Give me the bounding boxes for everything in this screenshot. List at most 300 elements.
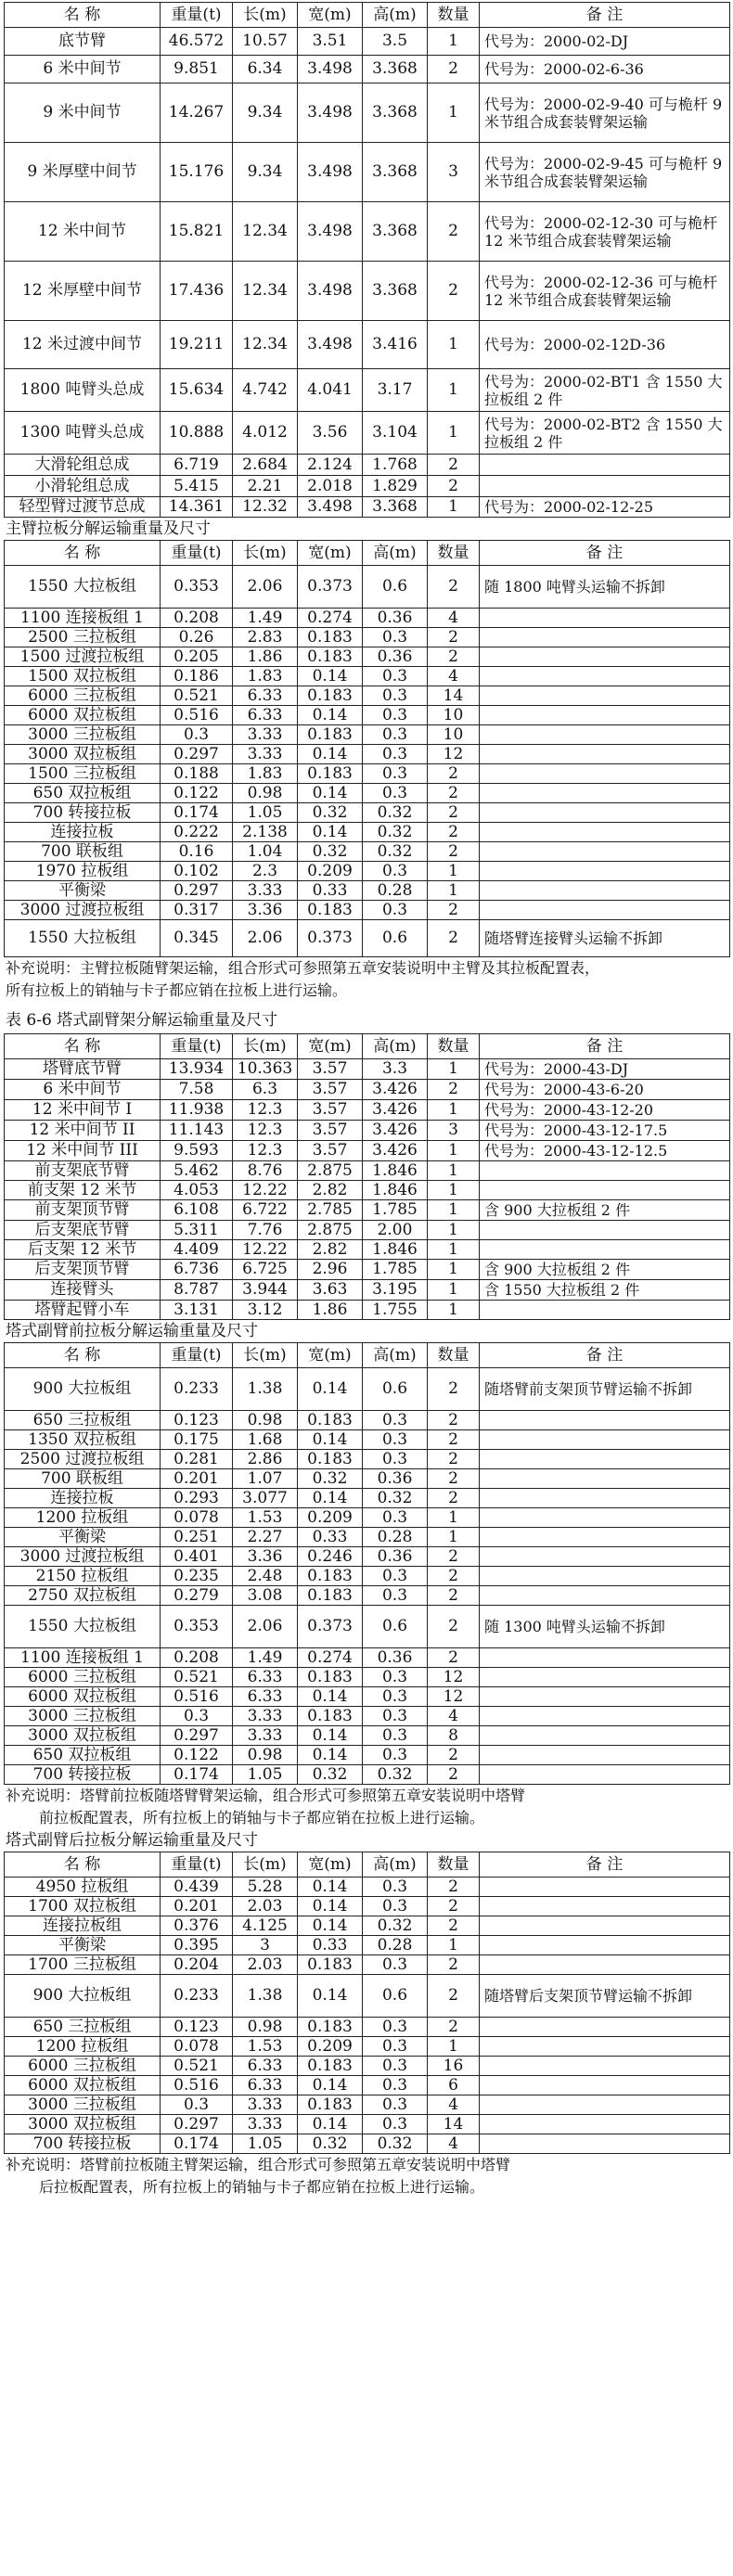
cell-remark xyxy=(480,901,730,920)
table-row xyxy=(5,1161,730,1181)
cell-name: 900 大拉板组 xyxy=(5,1975,161,2018)
cell-width: 2.82 xyxy=(298,1181,363,1200)
cell-weight: 10.888 xyxy=(161,412,233,455)
cell-weight: 8.787 xyxy=(161,1280,233,1301)
cell-weight: 15.176 xyxy=(161,143,233,202)
cell-height: 0.3 xyxy=(363,2115,428,2134)
table-row xyxy=(5,764,730,784)
table-row xyxy=(5,1368,730,1411)
cell-height: 0.3 xyxy=(363,1726,428,1746)
column-header-remark: 备 注 xyxy=(480,541,730,566)
cell-weight: 3.131 xyxy=(161,1301,233,1320)
cell-height: 3.5 xyxy=(363,28,428,56)
cell-name: 轻型臂过渡节总成 xyxy=(5,497,161,518)
cell-remark xyxy=(480,1726,730,1746)
cell-length: 3.33 xyxy=(233,2095,298,2115)
cell-name: 1200 拉板组 xyxy=(5,2037,161,2057)
column-header-width: 宽(m) xyxy=(298,541,363,566)
cell-width: 0.14 xyxy=(298,1916,363,1936)
cell-weight: 0.317 xyxy=(161,901,233,920)
cell-length: 0.98 xyxy=(233,784,298,803)
cell-length: 6.3 xyxy=(233,1080,298,1100)
table-row xyxy=(5,2057,730,2076)
table-header-row xyxy=(5,1034,730,1059)
cell-qty: 1 xyxy=(428,28,480,56)
cell-qty: 2 xyxy=(428,1975,480,2018)
cell-width: 0.14 xyxy=(298,1897,363,1916)
cell-qty: 2 xyxy=(428,262,480,321)
table-row xyxy=(5,1687,730,1707)
cell-weight: 0.201 xyxy=(161,1469,233,1489)
cell-qty: 2 xyxy=(428,455,480,476)
cell-width: 0.183 xyxy=(298,901,363,920)
column-header-width: 宽(m) xyxy=(298,3,363,28)
cell-remark: 随塔臂后支架顶节臂运输不拆卸 xyxy=(480,1975,730,2018)
cell-width: 0.14 xyxy=(298,1430,363,1450)
table-row xyxy=(5,1221,730,1240)
cell-width: 2.875 xyxy=(298,1221,363,1240)
cell-qty: 2 xyxy=(428,1955,480,1975)
cell-width: 0.33 xyxy=(298,1936,363,1955)
cell-width: 3.498 xyxy=(298,202,363,262)
cell-remark: 代号为：2000-43-DJ xyxy=(480,1059,730,1080)
cell-length: 2.06 xyxy=(233,1606,298,1648)
table-row xyxy=(5,1668,730,1687)
table-row xyxy=(5,1301,730,1320)
cell-qty: 2 xyxy=(428,1916,480,1936)
cell-weight: 0.188 xyxy=(161,764,233,784)
cell-qty: 1 xyxy=(428,1181,480,1200)
cell-weight: 46.572 xyxy=(161,28,233,56)
cell-weight: 9.851 xyxy=(161,56,233,83)
column-header-name: 名 称 xyxy=(5,1343,161,1368)
cell-qty: 1 xyxy=(428,1936,480,1955)
cell-weight: 0.516 xyxy=(161,1687,233,1707)
cell-weight: 0.204 xyxy=(161,1955,233,1975)
cell-name: 后支架顶节臂 xyxy=(5,1260,161,1280)
cell-height: 2.00 xyxy=(363,1221,428,1240)
section-caption: 塔式副臂后拉板分解运输重量及尺寸 xyxy=(6,1831,258,1850)
cell-name: 6 米中间节 xyxy=(5,56,161,83)
table-row xyxy=(5,455,730,476)
column-header-qty: 数量 xyxy=(428,3,480,28)
cell-remark: 随 1800 吨臂头运输不拆卸 xyxy=(480,566,730,609)
cell-name: 平衡梁 xyxy=(5,1528,161,1547)
cell-weight: 0.297 xyxy=(161,1726,233,1746)
cell-qty: 12 xyxy=(428,745,480,764)
cell-length: 3.36 xyxy=(233,1547,298,1567)
cell-width: 0.274 xyxy=(298,609,363,628)
cell-weight: 0.208 xyxy=(161,609,233,628)
cell-weight: 0.439 xyxy=(161,1878,233,1897)
cell-height: 1.846 xyxy=(363,1240,428,1260)
cell-remark: 随 1300 吨臂头运输不拆卸 xyxy=(480,1606,730,1648)
cell-qty: 2 xyxy=(428,764,480,784)
data-table xyxy=(4,1852,730,2154)
cell-qty: 2 xyxy=(428,1450,480,1469)
cell-name: 6000 双拉板组 xyxy=(5,2076,161,2095)
cell-width: 0.209 xyxy=(298,862,363,881)
cell-height: 0.3 xyxy=(363,1878,428,1897)
note-line: 前拉板配置表，所有拉板上的销轴与卡子都应销在拉板上进行运输。 xyxy=(39,1809,485,1826)
cell-name: 12 米过渡中间节 xyxy=(5,321,161,369)
cell-length: 6.33 xyxy=(233,686,298,706)
cell-name: 大滑轮组总成 xyxy=(5,455,161,476)
cell-height: 1.846 xyxy=(363,1161,428,1181)
cell-remark: 代号为：2000-02-9-45 可与桅杆 9 米节组合成套装臂架运输 xyxy=(480,143,730,202)
cell-weight: 0.3 xyxy=(161,1707,233,1726)
cell-height: 0.28 xyxy=(363,881,428,901)
cell-height: 0.3 xyxy=(363,1411,428,1430)
table-row xyxy=(5,1878,730,1897)
cell-qty: 2 xyxy=(428,901,480,920)
cell-remark xyxy=(480,2095,730,2115)
cell-remark xyxy=(480,2115,730,2134)
cell-weight: 0.353 xyxy=(161,1606,233,1648)
cell-length: 1.68 xyxy=(233,1430,298,1450)
table-row xyxy=(5,609,730,628)
cell-height: 3.368 xyxy=(363,262,428,321)
cell-qty: 2 xyxy=(428,842,480,862)
cell-width: 0.183 xyxy=(298,1707,363,1726)
cell-height: 3.368 xyxy=(363,83,428,143)
cell-name: 3000 双拉板组 xyxy=(5,1726,161,1746)
cell-width: 2.124 xyxy=(298,455,363,476)
table-row xyxy=(5,1508,730,1528)
table-row xyxy=(5,842,730,862)
cell-height: 0.3 xyxy=(363,1450,428,1469)
cell-length: 12.3 xyxy=(233,1100,298,1121)
cell-name: 650 双拉板组 xyxy=(5,784,161,803)
cell-height: 0.3 xyxy=(363,2095,428,2115)
cell-width: 0.14 xyxy=(298,1746,363,1765)
cell-weight: 0.293 xyxy=(161,1489,233,1508)
cell-qty: 2 xyxy=(428,647,480,667)
cell-qty: 4 xyxy=(428,1707,480,1726)
cell-weight: 13.934 xyxy=(161,1059,233,1080)
cell-width: 0.14 xyxy=(298,2115,363,2134)
cell-remark: 代号为：2000-02-9-40 可与桅杆 9 米节组合成套装臂架运输 xyxy=(480,83,730,143)
cell-remark xyxy=(480,628,730,647)
cell-qty: 1 xyxy=(428,1141,480,1161)
cell-length: 7.76 xyxy=(233,1221,298,1240)
table-row xyxy=(5,1450,730,1469)
cell-width: 0.246 xyxy=(298,1547,363,1567)
cell-weight: 0.345 xyxy=(161,920,233,957)
cell-height: 0.32 xyxy=(363,823,428,842)
cell-height: 3.195 xyxy=(363,1280,428,1301)
column-header-height: 高(m) xyxy=(363,1343,428,1368)
cell-width: 3.498 xyxy=(298,497,363,518)
cell-name: 1200 拉板组 xyxy=(5,1508,161,1528)
cell-length: 1.04 xyxy=(233,842,298,862)
cell-remark xyxy=(480,2037,730,2057)
supplementary-note xyxy=(4,2154,729,2198)
cell-width: 2.82 xyxy=(298,1240,363,1260)
cell-weight: 0.401 xyxy=(161,1547,233,1567)
cell-height: 3.368 xyxy=(363,143,428,202)
cell-qty: 2 xyxy=(428,202,480,262)
cell-length: 6.33 xyxy=(233,2076,298,2095)
cell-length: 1.49 xyxy=(233,1648,298,1668)
cell-height: 0.32 xyxy=(363,1489,428,1508)
cell-name: 1350 双拉板组 xyxy=(5,1430,161,1450)
cell-length: 6.33 xyxy=(233,1687,298,1707)
cell-length: 2.86 xyxy=(233,1450,298,1469)
cell-name: 塔臂起臂小车 xyxy=(5,1301,161,1320)
cell-width: 3.498 xyxy=(298,143,363,202)
table-row xyxy=(5,202,730,262)
cell-length: 1.38 xyxy=(233,1368,298,1411)
cell-qty: 2 xyxy=(428,784,480,803)
cell-remark xyxy=(480,2134,730,2154)
cell-width: 0.32 xyxy=(298,803,363,823)
table-row xyxy=(5,881,730,901)
cell-remark: 代号为：2000-43-12-17.5 xyxy=(480,1121,730,1141)
cell-weight: 0.516 xyxy=(161,706,233,725)
cell-name: 1500 过渡拉板组 xyxy=(5,647,161,667)
cell-name: 1550 大拉板组 xyxy=(5,920,161,957)
cell-qty: 2 xyxy=(428,1411,480,1430)
cell-name: 平衡梁 xyxy=(5,881,161,901)
cell-width: 0.14 xyxy=(298,1368,363,1411)
cell-name: 700 联板组 xyxy=(5,842,161,862)
cell-length: 0.98 xyxy=(233,1746,298,1765)
cell-height: 3.426 xyxy=(363,1141,428,1161)
table-row xyxy=(5,1955,730,1975)
cell-height: 1.755 xyxy=(363,1301,428,1320)
cell-length: 10.57 xyxy=(233,28,298,56)
cell-width: 4.041 xyxy=(298,369,363,412)
table-row xyxy=(5,369,730,412)
cell-width: 0.373 xyxy=(298,920,363,957)
cell-length: 1.53 xyxy=(233,2037,298,2057)
cell-name: 650 三拉板组 xyxy=(5,2018,161,2037)
table-row xyxy=(5,1280,730,1301)
table-row xyxy=(5,412,730,455)
table-row xyxy=(5,1489,730,1508)
cell-remark xyxy=(480,1567,730,1586)
cell-height: 1.785 xyxy=(363,1260,428,1280)
cell-length: 1.07 xyxy=(233,1469,298,1489)
cell-qty: 1 xyxy=(428,1161,480,1181)
cell-weight: 0.251 xyxy=(161,1528,233,1547)
cell-remark: 代号为：2000-02-12-36 可与桅杆 12 米节组合成套装臂架运输 xyxy=(480,262,730,321)
cell-length: 1.49 xyxy=(233,609,298,628)
cell-length: 6.33 xyxy=(233,1668,298,1687)
cell-name: 1500 三拉板组 xyxy=(5,764,161,784)
cell-width: 0.14 xyxy=(298,1489,363,1508)
cell-width: 0.14 xyxy=(298,667,363,686)
cell-height: 1.846 xyxy=(363,1181,428,1200)
data-table xyxy=(4,1342,730,1785)
cell-width: 0.33 xyxy=(298,881,363,901)
cell-width: 0.32 xyxy=(298,1469,363,1489)
cell-remark xyxy=(480,1955,730,1975)
cell-width: 0.183 xyxy=(298,764,363,784)
cell-length: 3.33 xyxy=(233,1726,298,1746)
cell-height: 0.3 xyxy=(363,784,428,803)
cell-remark xyxy=(480,784,730,803)
table-row xyxy=(5,745,730,764)
cell-remark xyxy=(480,842,730,862)
cell-weight: 0.175 xyxy=(161,1430,233,1450)
table-header-row xyxy=(5,1343,730,1368)
cell-remark xyxy=(480,1161,730,1181)
cell-weight: 11.938 xyxy=(161,1100,233,1121)
cell-height: 0.28 xyxy=(363,1528,428,1547)
cell-remark xyxy=(480,1878,730,1897)
cell-weight: 0.174 xyxy=(161,2134,233,2154)
cell-name: 3000 三拉板组 xyxy=(5,2095,161,2115)
cell-qty: 3 xyxy=(428,143,480,202)
column-header-qty: 数量 xyxy=(428,1343,480,1368)
table-row xyxy=(5,1141,730,1161)
cell-name: 平衡梁 xyxy=(5,1936,161,1955)
cell-length: 1.86 xyxy=(233,647,298,667)
cell-remark: 代号为：2000-02-12-25 xyxy=(480,497,730,518)
cell-qty: 2 xyxy=(428,1746,480,1765)
cell-height: 0.36 xyxy=(363,1547,428,1567)
cell-name: 连接拉板 xyxy=(5,823,161,842)
cell-height: 0.3 xyxy=(363,725,428,745)
cell-length: 12.34 xyxy=(233,202,298,262)
cell-qty: 2 xyxy=(428,1547,480,1567)
cell-height: 0.6 xyxy=(363,1975,428,2018)
cell-width: 0.14 xyxy=(298,745,363,764)
cell-height: 1.785 xyxy=(363,1200,428,1221)
cell-length: 0.98 xyxy=(233,1411,298,1430)
cell-name: 3000 过渡拉板组 xyxy=(5,1547,161,1567)
cell-remark xyxy=(480,1936,730,1955)
cell-qty: 12 xyxy=(428,1668,480,1687)
cell-name: 1550 大拉板组 xyxy=(5,1606,161,1648)
cell-remark: 含 1550 大拉板组 2 件 xyxy=(480,1280,730,1301)
cell-qty: 14 xyxy=(428,2115,480,2134)
cell-weight: 0.222 xyxy=(161,823,233,842)
cell-weight: 5.415 xyxy=(161,476,233,497)
cell-weight: 0.3 xyxy=(161,725,233,745)
table-row xyxy=(5,1547,730,1567)
table-row xyxy=(5,1181,730,1200)
cell-width: 0.32 xyxy=(298,2134,363,2154)
cell-length: 2.3 xyxy=(233,862,298,881)
cell-width: 3.51 xyxy=(298,28,363,56)
cell-remark xyxy=(480,1528,730,1547)
table-row xyxy=(5,1567,730,1586)
cell-qty: 2 xyxy=(428,1567,480,1586)
cell-qty: 1 xyxy=(428,369,480,412)
cell-qty: 2 xyxy=(428,56,480,83)
cell-name: 3000 双拉板组 xyxy=(5,745,161,764)
cell-qty: 2 xyxy=(428,1765,480,1785)
cell-name: 12 米中间节 xyxy=(5,202,161,262)
cell-weight: 14.267 xyxy=(161,83,233,143)
cell-height: 3.416 xyxy=(363,321,428,369)
cell-qty: 2 xyxy=(428,1606,480,1648)
cell-qty: 2 xyxy=(428,1897,480,1916)
cell-length: 6.33 xyxy=(233,706,298,725)
cell-remark: 代号为：2000-02-DJ xyxy=(480,28,730,56)
cell-weight: 15.821 xyxy=(161,202,233,262)
table-row xyxy=(5,143,730,202)
cell-width: 0.14 xyxy=(298,1687,363,1707)
cell-remark xyxy=(480,1547,730,1567)
cell-weight: 14.361 xyxy=(161,497,233,518)
cell-weight: 0.235 xyxy=(161,1567,233,1586)
cell-weight: 0.297 xyxy=(161,2115,233,2134)
column-header-remark: 备 注 xyxy=(480,3,730,28)
column-header-weight: 重量(t) xyxy=(161,1343,233,1368)
cell-height: 0.3 xyxy=(363,628,428,647)
column-header-length: 长(m) xyxy=(233,1034,298,1059)
cell-height: 3.426 xyxy=(363,1100,428,1121)
cell-qty: 1 xyxy=(428,1260,480,1280)
table-row xyxy=(5,1100,730,1121)
cell-qty: 2 xyxy=(428,823,480,842)
cell-width: 2.875 xyxy=(298,1161,363,1181)
cell-qty: 1 xyxy=(428,2037,480,2057)
cell-length: 6.34 xyxy=(233,56,298,83)
cell-width: 0.14 xyxy=(298,1878,363,1897)
cell-remark xyxy=(480,1648,730,1668)
table-row xyxy=(5,2134,730,2154)
table-row xyxy=(5,706,730,725)
table-row xyxy=(5,1586,730,1606)
cell-remark xyxy=(480,667,730,686)
cell-length: 1.83 xyxy=(233,764,298,784)
cell-name: 3000 三拉板组 xyxy=(5,1707,161,1726)
cell-weight: 0.376 xyxy=(161,1916,233,1936)
cell-remark xyxy=(480,745,730,764)
cell-width: 2.785 xyxy=(298,1200,363,1221)
cell-length: 2.684 xyxy=(233,455,298,476)
cell-width: 0.183 xyxy=(298,2018,363,2037)
cell-name: 700 转接拉板 xyxy=(5,1765,161,1785)
cell-height: 0.3 xyxy=(363,1567,428,1586)
supplementary-note xyxy=(4,1785,729,1829)
cell-width: 0.373 xyxy=(298,566,363,609)
cell-name: 1700 双拉板组 xyxy=(5,1897,161,1916)
cell-remark xyxy=(480,823,730,842)
table-row xyxy=(5,647,730,667)
cell-width: 3.498 xyxy=(298,56,363,83)
cell-qty: 1 xyxy=(428,862,480,881)
cell-qty: 2 xyxy=(428,920,480,957)
cell-name: 6000 三拉板组 xyxy=(5,2057,161,2076)
cell-height: 0.3 xyxy=(363,2057,428,2076)
cell-width: 0.183 xyxy=(298,1668,363,1687)
cell-length: 2.03 xyxy=(233,1955,298,1975)
cell-width: 3.63 xyxy=(298,1280,363,1301)
cell-height: 3.368 xyxy=(363,56,428,83)
cell-height: 0.32 xyxy=(363,842,428,862)
cell-length: 3.33 xyxy=(233,2115,298,2134)
cell-qty: 12 xyxy=(428,1687,480,1707)
cell-qty: 3 xyxy=(428,1121,480,1141)
cell-name: 700 联板组 xyxy=(5,1469,161,1489)
cell-name: 后支架 12 米节 xyxy=(5,1240,161,1260)
cell-qty: 2 xyxy=(428,476,480,497)
cell-qty: 1 xyxy=(428,1100,480,1121)
table-row xyxy=(5,1897,730,1916)
cell-width: 0.183 xyxy=(298,686,363,706)
cell-height: 0.3 xyxy=(363,667,428,686)
cell-remark: 随塔臂连接臂头运输不拆卸 xyxy=(480,920,730,957)
cell-height: 0.6 xyxy=(363,920,428,957)
cell-weight: 6.108 xyxy=(161,1200,233,1221)
cell-qty: 2 xyxy=(428,1368,480,1411)
